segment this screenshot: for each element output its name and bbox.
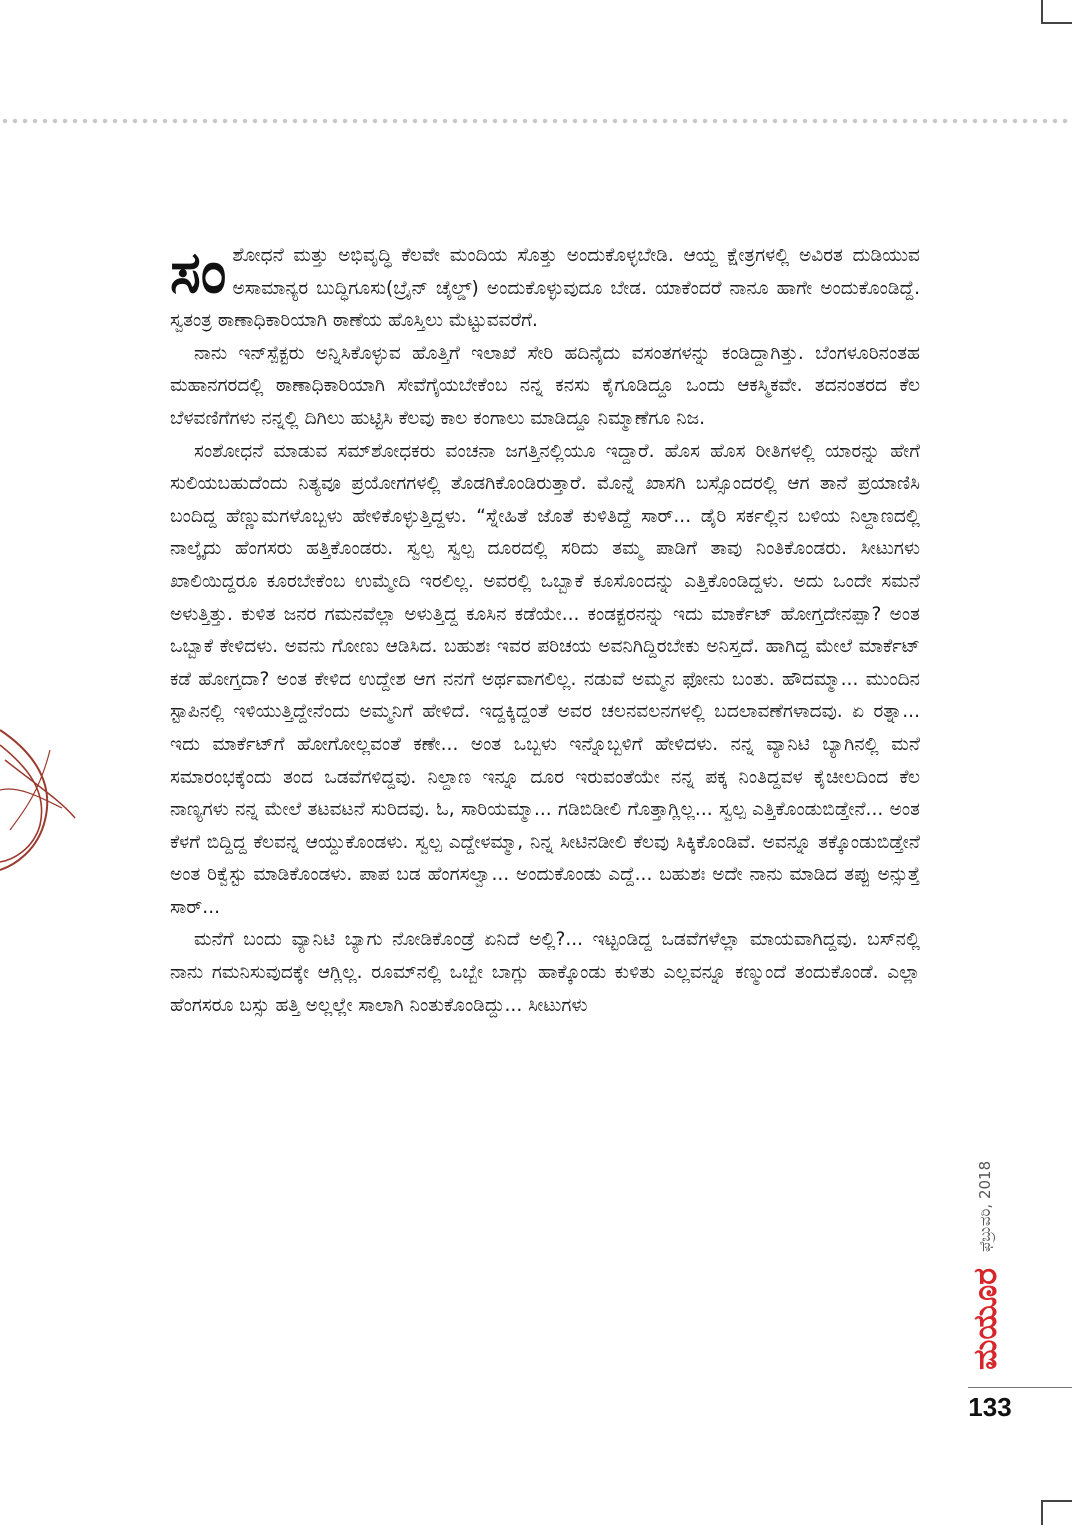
crop-mark-bottom-right <box>1041 1500 1043 1525</box>
crop-mark-top-right <box>1041 0 1043 24</box>
issue-date: ಫೆಬ್ರುವರಿ, 2018 <box>976 1160 994 1252</box>
magazine-logo: ಮಯೂರ <box>965 1267 1004 1370</box>
drop-cap: ಸಂ <box>170 238 227 306</box>
paragraph-3: ಸಂಶೋಧನೆ ಮಾಡುವ ಸಮ್‌ಶೋಧಕರು ವಂಚನಾ ಜಗತ್ತಿನಲ್ಲಿಯೂ ಇದ್ದಾರೆ. ಹೊಸ ಹೊಸ ರೀತಿಗಳಲ್ಲಿ ಯಾರನ್ನು ಹೇಗೆ ಸುಲಿಯಬಹುದೆಂದು ನಿತ್ಯವೂ ಪ್ರಯೋಗಗಳಲ್ಲಿ ತೊಡಗಿಕೊಂಡಿರುತ್ತಾರೆ. ಮೊನ್ನೆ ಖಾಸಗಿ ಬಸ್ಸೊಂದರಲ್ಲಿ ಆಗ ತಾನೆ ಪ್ರಯಾಣಿಸಿ ಬಂದಿದ್ದ ಹೆಣ್ಣುಮಗಳೊಬ್ಬಳು ಹೇಳಿಕೊಳ್ಳುತ್ತಿದ್ದಳು. “ಸ್ನೇಹಿತೆ ಜೊತೆ ಕುಳಿತಿದ್ದೆ ಸಾರ್... ಡೈರಿ ಸರ್ಕಲ್ಲಿನ ಬಳಿಯ ನಿಲ್ದಾಣದಲ್ಲಿ ನಾಲ್ಕೈದು ಹೆಂಗಸರು ಹತ್ತಿಕೊಂಡರು. ಸ್ವಲ್ಪ ಸ್ವಲ್ಪ ದೂರದಲ್ಲಿ ಸರಿದು ತಮ್ಮ ಪಾಡಿಗೆ ತಾವು ನಿಂತಿಕೊಂಡರು. ಸೀಟುಗಳು ಖಾಲಿಯಿದ್ದರೂ ಕೂರಬೇಕೆಂಬ ಉಮ್ಮೇದಿ ಇರಲಿಲ್ಲ. ಅವರಲ್ಲಿ ಒಬ್ಬಾಕೆ ಕೂಸೊಂದನ್ನು ಎತ್ತಿಕೊಂಡಿದ್ದಳು. ಅದು ಒಂದೇ ಸಮನೆ ಅಳುತ್ತಿತ್ತು. ಕುಳಿತ ಜನರ ಗಮನವೆಲ್ಲಾ ಅಳುತ್ತಿದ್ದ ಕೂಸಿನ ಕಡೆಯೇ... ಕಂಡಕ್ಟರನನ್ನು ಇದು ಮಾರ್ಕೆಟ್ ಹೋಗ್ತದೇನಪ್ಪಾ? ಅಂತ ಒಬ್ಬಾಕೆ ಕೇಳಿದಳು. ಅವನು ಗೋಣು ಆಡಿಸಿದ. ಬಹುಶಃ ಇವರ ಪರಿಚಯ ಅವನಿಗಿದ್ದಿರಬೇಕು ಅನಿಸ್ತದೆ. ಹಾಗಿದ್ದ ಮೇಲೆ ಮಾರ್ಕೆಟ್ ಕಡೆ ಹೋಗ್ತದಾ? ಅಂತ ಕೇಳಿದ ಉದ್ದೇಶ ಆಗ ನನಗೆ ಅರ್ಥವಾಗಲಿಲ್ಲ. ನಡುವೆ ಅಮ್ಮನ ಫೋನು ಬಂತು. ಹೌದಮ್ಮಾ... ಮುಂದಿನ ಸ್ಟಾಪಿನಲ್ಲಿ ಇಳಿಯುತ್ತಿದ್ದೇನೆಂದು ಅಮ್ಮನಿಗೆ ಹೇಳಿದೆ. ಇದ್ದಕ್ಕಿದ್ದಂತೆ ಅವರ ಚಲನವಲನಗಳಲ್ಲಿ ಬದಲಾವಣೆಗಳಾದವು. ಏ ರತ್ನಾ... ಇದು ಮಾರ್ಕೆಟ್‌ಗೆ ಹೋಗೋಲ್ಲವಂತೆ ಕಣೇ... ಅಂತ ಒಬ್ಬಳು ಇನ್ನೊಬ್ಬಳಿಗೆ ಹೇಳಿದಳು. ನನ್ನ ವ್ಯಾನಿಟಿ ಬ್ಯಾಗಿನಲ್ಲಿ ಮನೆ ಸಮಾರಂಭಕ್ಕೆಂದು ತಂದ ಒಡವೆಗಳಿದ್ದವು. ನಿಲ್ದಾಣ ಇನ್ನೂ ದೂರ ಇರುವಂತೆಯೇ ನನ್ನ ಪಕ್ಕ ನಿಂತಿದ್ದವಳ ಕೈಚೀಲದಿಂದ ಕೆಲ ನಾಣ್ಯಗಳು ನನ್ನ ಮೇಲೆ ತಟವಟನೆ ಸುರಿದವು. ಓ, ಸಾರಿಯಮ್ಮಾ... ಗಡಿಬಿಡೀಲಿ ಗೊತ್ತಾಗ್ಲಿಲ್ಲ... ಸ್ವಲ್ಪ ಎತ್ತಿಕೊಂಡುಬಿಡ್ತೇನೆ... ಅಂತ ಕೆಳಗೆ ಬಿದ್ದಿದ್ದ ಕೆಲವನ್ನ ಆಯ್ದುಕೊಂಡಳು. ಸ್ವಲ್ಪ ಎದ್ದೇಳಮ್ಮಾ, ನಿನ್ನ ಸೀಟಿನಡೀಲಿ ಕೆಲವು ಸಿಕ್ಕಿಕೊಂಡಿವೆ. ಅವನ್ನೂ ತಕ್ಕೊಂಡುಬಿಡ್ತೇನೆ ಅಂತ ರಿಕ್ವೆಸ್ಟು ಮಾಡಿಕೊಂಡಳು. ಪಾಪ ಬಡ ಹೆಂಗಸಲ್ವಾ... ಅಂದುಕೊಂಡು ಎದ್ದೆ... ಬಹುಶಃ ಅದೇ ನಾನು ಮಾಡಿದ ತಪ್ಪು ಅನ್ಸುತ್ತೆ ಸಾರ್... <box>170 440 920 918</box>
paragraph-4: ಮನೆಗೆ ಬಂದು ವ್ಯಾನಿಟಿ ಬ್ಯಾಗು ನೋಡಿಕೊಂಡ್ರೆ ಏನಿದೆ ಅಲ್ಲಿ?... ಇಟ್ಟಂಡಿದ್ದ ಒಡವೆಗಳೆಲ್ಲಾ ಮಾಯವಾಗಿದ್ದವು. ಬಸ್‌ನಲ್ಲಿ ನಾನು ಗಮನಿಸುವುದಕ್ಕೇ ಆಗ್ಲಿಲ್ಲ. ರೂಮ್‌ನಲ್ಲಿ ಒಬ್ಬೇ ಬಾಗ್ಲು ಹಾಕ್ಕೊಂಡು ಕುಳಿತು ಎಲ್ಲವನ್ನೂ ಕಣ್ಮುಂದೆ ತಂದುಕೊಂಡೆ. ಎಲ್ಲಾ ಹೆಂಗಸರೂ ಬಸ್ಸು ಹತ್ತಿ ಅಲ್ಲಲ್ಲೇ ಸಾಲಾಗಿ ನಿಂತುಕೊಂಡಿದ್ದು... ಸೀಟುಗಳು <box>170 929 920 1016</box>
paragraph-2: ನಾನು ಇನ್‌ಸ್ಪೆಕ್ಟರು ಅನ್ನಿಸಿಕೊಳ್ಳುವ ಹೊತ್ತಿಗೆ ಇಲಾಖೆ ಸೇರಿ ಹದಿನೈದು ವಸಂತಗಳನ್ನು ಕಂಡಿದ್ದಾಗಿತ್ತು. ಬೆಂಗಳೂರಿನಂತಹ ಮಹಾನಗರದಲ್ಲಿ ಠಾಣಾಧಿಕಾರಿಯಾಗಿ ಸೇವೆಗೈಯಬೇಕೆಂಬ ನನ್ನ ಕನಸು ಕೈಗೂಡಿದ್ದೂ ಒಂದು ಆಕಸ್ಮಿಕವೇ. ತದನಂತರದ ಕೆಲ ಬೆಳವಣಿಗೆಗಳು ನನ್ನಲ್ಲಿ ದಿಗಿಲು ಹುಟ್ಟಿಸಿ ಕೆಲವು ಕಾಲ ಕಂಗಾಲು ಮಾಡಿದ್ದೂ ನಿಮ್ಮಾಣೆಗೂ ನಿಜ. <box>170 342 920 429</box>
brush-stroke-decoration <box>0 690 80 890</box>
paragraph-1 <box>170 240 920 338</box>
crop-mark-bottom-right-h <box>1041 1500 1072 1502</box>
magazine-side-label <box>955 1040 1015 1370</box>
paragraph-1-text: ಶೋಧನೆ ಮತ್ತು ಅಭಿವೃದ್ಧಿ ಕೆಲವೇ ಮಂದಿಯ ಸೊತ್ತು ಅಂದುಕೊಳ್ಳಬೇಡಿ. ಆಯ್ದ ಕ್ಷೇತ್ರಗಳಲ್ಲಿ ಅವಿರತ ದುಡಿಯುವ ಅಸಾಮಾನ್ಯರ ಬುದ್ಧಿಗೂಸು(ಬ್ರೈನ್ ಚೈಲ್ಡ್) ಅಂದುಕೊಳ್ಳುವುದೂ ಬೇಡ. ಯಾಕೆಂದರೆ ನಾನೂ ಹಾಗೇ ಅಂದುಕೊಂಡಿದ್ದೆ. ಸ್ವತಂತ್ರ ಠಾಣಾಧಿಕಾರಿಯಾಗಿ ಠಾಣೆಯ ಹೊಸ್ತಿಲು ಮೆಟ್ಟುವವರೆಗೆ. <box>170 245 920 332</box>
crop-mark-top-right-h <box>1041 22 1072 24</box>
dotted-divider <box>0 117 1072 125</box>
article-body <box>170 240 920 1022</box>
page-number-rule <box>968 1387 1072 1388</box>
page-number: 133 <box>968 1392 1012 1422</box>
